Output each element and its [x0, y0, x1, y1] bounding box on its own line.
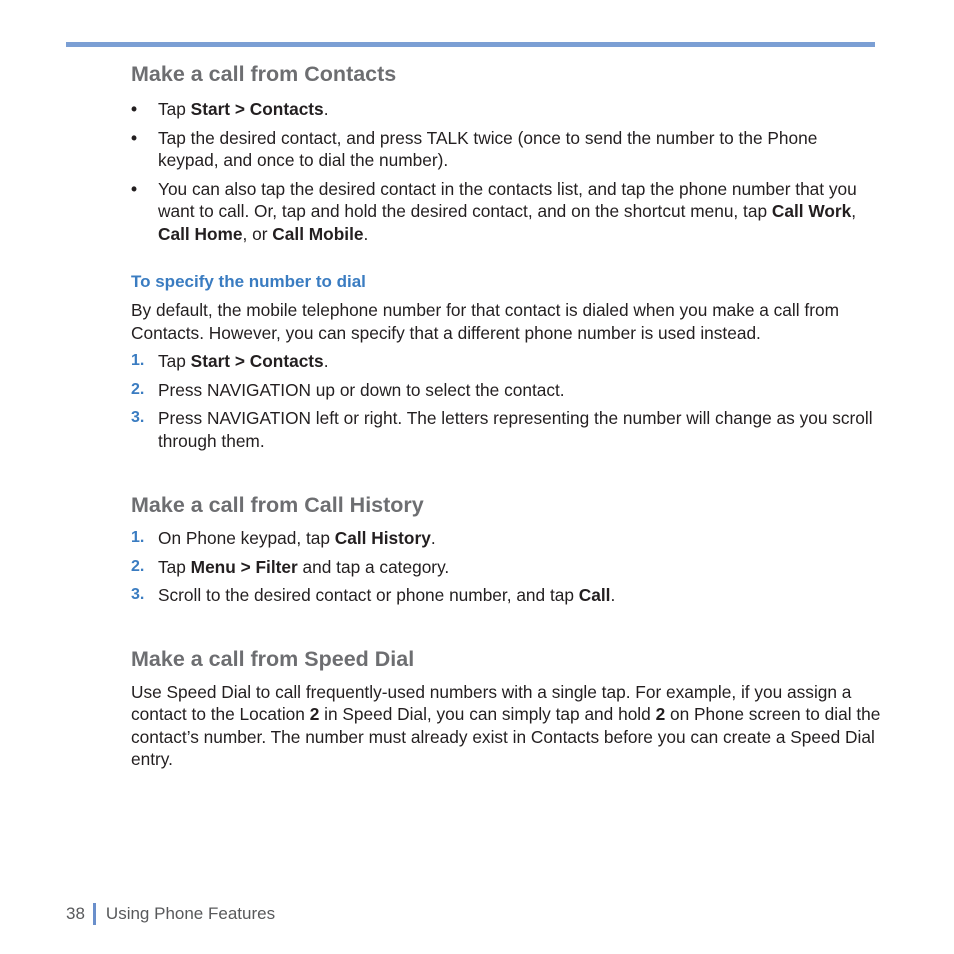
top-rule [66, 42, 875, 47]
section-heading-call-history: Make a call from Call History [131, 493, 424, 517]
text: , [851, 201, 857, 221]
ui-label: Call Home [158, 223, 243, 244]
text: . [323, 99, 329, 119]
text: Press NAVIGATION up or down to select the contact. [158, 379, 565, 400]
footer-section-title: Using Phone Features [105, 904, 276, 923]
ui-label: Call Mobile [272, 223, 364, 244]
text: and tap a category. [297, 556, 450, 577]
bullet-marker: • [131, 99, 138, 119]
text: Tap the desired contact, and press TALK twice (once to send the number to the Phone keypad, and once to dial the number). [158, 127, 818, 170]
step-number: 1. [131, 529, 145, 546]
text: You can also tap the desired contact in the contacts list, and tap the phone number that you want to call. Or, tap and hold the desired contact, and on the shortcut menu, tap [158, 178, 857, 221]
call-history-steps [131, 527, 881, 607]
section-heading-speed-dial: Make a call from Speed Dial [131, 646, 415, 671]
text: . [363, 223, 369, 244]
speed-dial-paragraph [131, 681, 881, 771]
ui-label: 2 [309, 704, 320, 724]
bullet-marker: • [131, 127, 138, 148]
text: On Phone keypad, tap [158, 528, 335, 548]
ui-label: Call [578, 585, 611, 605]
text: Press NAVIGATION left or right. The letters representing the number will change as you scroll through them. [158, 408, 873, 451]
ui-label: Start > Contacts [190, 99, 324, 119]
step-number: 1. [131, 352, 145, 369]
text: on Phone screen to dial the contact’s number. The number must already exist in Contacts before you can create a Speed Dial entry. [131, 704, 881, 769]
contacts-bullet-list [131, 98, 881, 245]
text: Scroll to the desired contact or phone number, and tap [158, 585, 579, 605]
list-item [131, 98, 881, 121]
step-number: 3. [131, 409, 145, 426]
specify-number-steps [131, 350, 881, 452]
text: Tap [158, 351, 191, 371]
step-number: 3. [131, 586, 145, 603]
text: , or [242, 223, 273, 244]
ui-label: 2 [655, 704, 666, 724]
page-footer [66, 903, 275, 925]
text: Use Speed Dial to call frequently-used numbers with a single tap. For example, if you assign a contact to the Location [131, 681, 852, 724]
list-item [131, 556, 881, 579]
list-item [131, 379, 881, 402]
list-item [131, 127, 881, 172]
intro-paragraph: By default, the mobile telephone number for that contact is dialed when you make a call from Contacts. However, you can specify that a different phone number is used instead. [131, 300, 839, 343]
page-number: 38 [66, 904, 85, 923]
text: . [610, 585, 616, 605]
ui-label: Menu > Filter [190, 556, 298, 577]
text: . [323, 351, 329, 371]
text: in Speed Dial, you can simply tap and hold [319, 704, 656, 724]
list-item [131, 584, 881, 607]
list-item [131, 407, 881, 452]
text: Tap [158, 99, 191, 119]
step-number: 2. [131, 380, 145, 398]
list-item [131, 527, 881, 550]
text: . [430, 528, 436, 548]
ui-label: Call History [334, 528, 431, 548]
section-heading-contacts: Make a call from Contacts [131, 62, 397, 86]
footer-divider [93, 903, 96, 925]
page-content [131, 60, 881, 771]
ui-label: Start > Contacts [190, 351, 324, 371]
step-number: 2. [131, 557, 145, 575]
list-item [131, 178, 881, 246]
list-item [131, 350, 881, 373]
subheading-specify-number: To specify the number to dial [131, 272, 366, 291]
text: Tap [158, 556, 191, 577]
ui-label: Call Work [771, 201, 852, 221]
bullet-marker: • [131, 178, 138, 199]
